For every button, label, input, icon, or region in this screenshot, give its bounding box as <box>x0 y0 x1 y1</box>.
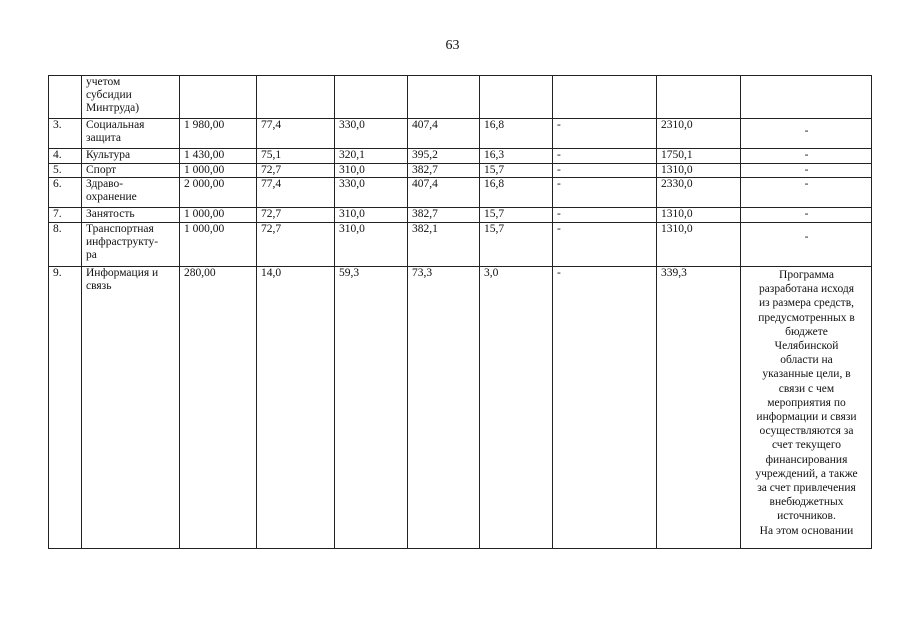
cell-note: - <box>741 223 872 267</box>
cell-note: - <box>741 164 872 178</box>
cell-v4: 382,7 <box>408 164 480 178</box>
cell-name: Транспортная инфраструкту- ра <box>82 223 180 267</box>
cell-v7: 1310,0 <box>657 164 741 178</box>
cell-v6: - <box>553 149 657 164</box>
cell-v1: 1 000,00 <box>180 164 257 178</box>
cell-name: Здраво- охранение <box>82 178 180 208</box>
cell-v7: 1310,0 <box>657 223 741 267</box>
cell-v1: 280,00 <box>180 267 257 549</box>
cell-v6: - <box>553 267 657 549</box>
cell-num: 6. <box>49 178 82 208</box>
table-row-continuation <box>49 76 872 119</box>
cell-v3: 310,0 <box>335 223 408 267</box>
cell-v5: 3,0 <box>480 267 553 549</box>
table-row <box>49 119 872 149</box>
cell-v3 <box>335 76 408 119</box>
cell-num <box>49 76 82 119</box>
cell-v2: 72,7 <box>257 223 335 267</box>
cell-name: Культура <box>82 149 180 164</box>
cell-v6: - <box>553 164 657 178</box>
cell-v2: 77,4 <box>257 119 335 149</box>
page-number: 63 <box>445 38 460 53</box>
cell-v6: - <box>553 223 657 267</box>
cell-v4: 407,4 <box>408 178 480 208</box>
cell-num: 8. <box>49 223 82 267</box>
cell-v4: 395,2 <box>408 149 480 164</box>
table-row <box>49 178 872 208</box>
cell-v1: 1 000,00 <box>180 223 257 267</box>
cell-v4 <box>408 76 480 119</box>
cell-v1: 1 000,00 <box>180 208 257 223</box>
table-row <box>49 267 872 549</box>
cell-v5: 15,7 <box>480 223 553 267</box>
cell-name: Занятость <box>82 208 180 223</box>
cell-name: Информация и связь <box>82 267 180 549</box>
cell-v3: 320,1 <box>335 149 408 164</box>
cell-v3: 330,0 <box>335 178 408 208</box>
cell-v5: 16,3 <box>480 149 553 164</box>
cell-num: 4. <box>49 149 82 164</box>
cell-v5: 15,7 <box>480 208 553 223</box>
cell-v2 <box>257 76 335 119</box>
cell-v4: 407,4 <box>408 119 480 149</box>
cell-v3: 310,0 <box>335 164 408 178</box>
cell-v2: 77,4 <box>257 178 335 208</box>
table-row <box>49 208 872 223</box>
table-row <box>49 149 872 164</box>
table-row <box>49 164 872 178</box>
cell-v4: 73,3 <box>408 267 480 549</box>
cell-note: Программа разработана исходя из размера средств, предусмотренных в бюджете Челябинской области на указанные цели, в связи с чем мероприятия по информации и связи осуществляются за счет текущего финансирования учреждений, а также за счет привлечения внебюджетных источников. На этом основании <box>741 267 872 549</box>
cell-note: - <box>741 208 872 223</box>
cell-v1: 2 000,00 <box>180 178 257 208</box>
budget-table <box>48 75 872 549</box>
cell-v5: 16,8 <box>480 178 553 208</box>
cell-v3: 330,0 <box>335 119 408 149</box>
cell-v4: 382,7 <box>408 208 480 223</box>
cell-v6: - <box>553 119 657 149</box>
cell-v3: 310,0 <box>335 208 408 223</box>
cell-v5: 16,8 <box>480 119 553 149</box>
cell-name: учетом субсидии Минтруда) <box>82 76 180 119</box>
cell-v2: 14,0 <box>257 267 335 549</box>
cell-v6: - <box>553 178 657 208</box>
cell-v2: 72,7 <box>257 208 335 223</box>
cell-v1: 1 430,00 <box>180 149 257 164</box>
cell-v7: 2310,0 <box>657 119 741 149</box>
cell-name: Спорт <box>82 164 180 178</box>
cell-v4: 382,1 <box>408 223 480 267</box>
cell-v6: - <box>553 208 657 223</box>
cell-note: - <box>741 119 872 149</box>
cell-num: 7. <box>49 208 82 223</box>
cell-name: Социальная защита <box>82 119 180 149</box>
cell-v6 <box>553 76 657 119</box>
cell-v7: 339,3 <box>657 267 741 549</box>
cell-note: - <box>741 149 872 164</box>
table-row <box>49 223 872 267</box>
cell-num: 3. <box>49 119 82 149</box>
cell-note <box>741 76 872 119</box>
cell-v7 <box>657 76 741 119</box>
cell-num: 5. <box>49 164 82 178</box>
cell-num: 9. <box>49 267 82 549</box>
cell-v1 <box>180 76 257 119</box>
cell-v3: 59,3 <box>335 267 408 549</box>
cell-v7: 2330,0 <box>657 178 741 208</box>
cell-v2: 72,7 <box>257 164 335 178</box>
cell-v1: 1 980,00 <box>180 119 257 149</box>
cell-v5 <box>480 76 553 119</box>
cell-v2: 75,1 <box>257 149 335 164</box>
cell-note: - <box>741 178 872 208</box>
cell-v7: 1750,1 <box>657 149 741 164</box>
cell-v5: 15,7 <box>480 164 553 178</box>
cell-v7: 1310,0 <box>657 208 741 223</box>
